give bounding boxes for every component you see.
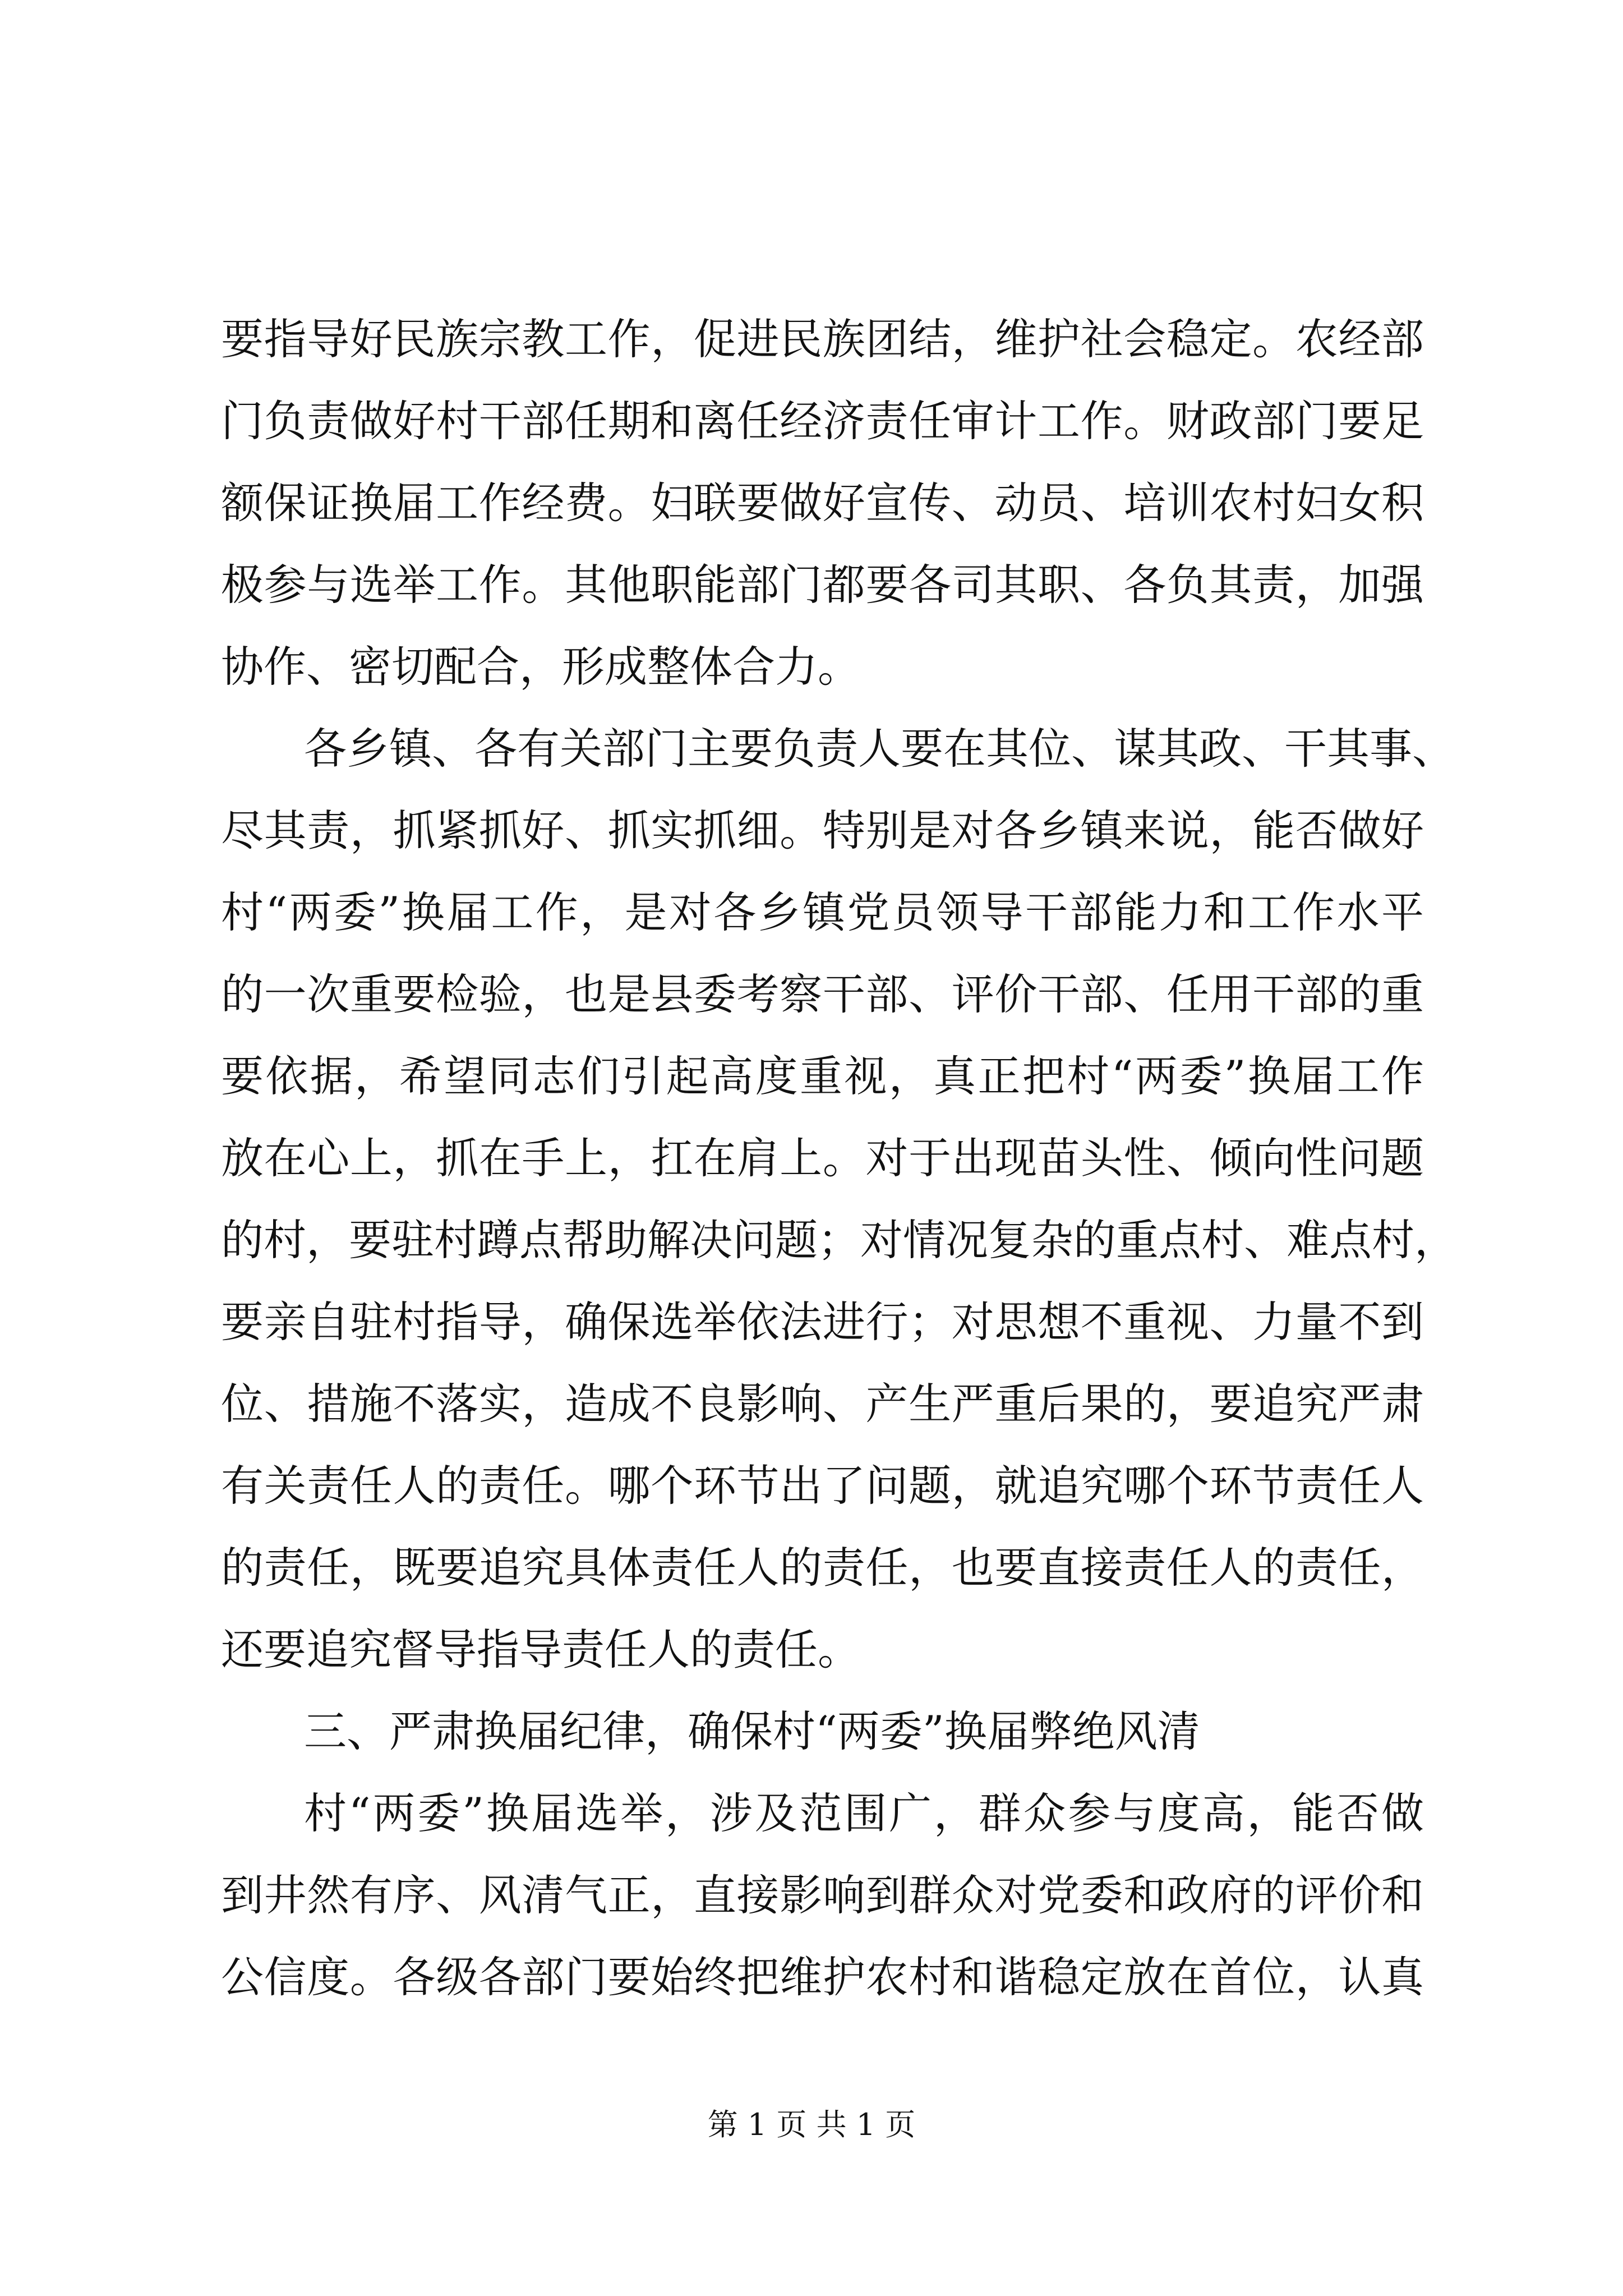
text-line: 协作、密切配合，形成整体合力。 <box>221 642 860 692</box>
text-line: 还要追究督导指导责任人的责任。 <box>221 1625 860 1674</box>
text-line: 的村，要驻村蹲点帮助解决问题；对情况复杂的重点村、难点村， <box>221 1215 1457 1265</box>
text-line: 门负责做好村干部任期和离任经济责任审计工作。财政部门要足 <box>221 396 1424 446</box>
text-line: 要亲自驻村指导，确保选举依法进行；对思想不重视、力量不到 <box>221 1297 1424 1347</box>
text-line: 要指导好民族宗教工作，促进民族团结，维护社会稳定。农经部 <box>221 314 1424 364</box>
text-line: 到井然有序、风清气正，直接影响到群众对党委和政府的评价和 <box>221 1870 1424 1920</box>
text-line: 的责任，既要追究具体责任人的责任，也要直接责任人的责任， <box>221 1543 1424 1593</box>
text-line: 村“两委”换届工作，是对各乡镇党员领导干部能力和工作水平 <box>221 887 1424 937</box>
page-footer <box>0 2102 1623 2147</box>
text-line: 有关责任人的责任。哪个环节出了问题，就追究哪个环节责任人 <box>221 1461 1424 1511</box>
text-line: 放在心上，抓在手上，扛在肩上。对于出现苗头性、倾向性问题 <box>221 1133 1424 1183</box>
text-line: 公信度。各级各部门要始终把维护农村和谐稳定放在首位，认真 <box>221 1952 1424 2002</box>
section-heading: 三、严肃换届纪律，确保村“两委”换届弊绝风清 <box>304 1706 1200 1756</box>
text-line: 尽其责，抓紧抓好、抓实抓细。特别是对各乡镇来说，能否做好 <box>221 806 1424 855</box>
page-number: 第 1 页 共 1 页 <box>707 2107 916 2142</box>
text-line: 的一次重要检验，也是县委考察干部、评价干部、任用干部的重 <box>221 969 1424 1019</box>
text-line: 各乡镇、各有关部门主要负责人要在其位、谋其政、干其事、 <box>304 724 1455 774</box>
text-line: 额保证换届工作经费。妇联要做好宣传、动员、培训农村妇女积 <box>221 478 1424 528</box>
text-line: 要依据，希望同志们引起高度重视，真正把村“两委”换届工作 <box>221 1051 1424 1101</box>
text-line: 极参与选举工作。其他职能部门都要各司其职、各负其责，加强 <box>221 560 1424 610</box>
document-body <box>221 298 1457 2018</box>
text-line: 位、措施不落实，造成不良影响、产生严重后果的，要追究严肃 <box>221 1379 1424 1429</box>
text-line: 村“两委”换届选举，涉及范围广，群众参与度高，能否做 <box>304 1788 1424 1838</box>
